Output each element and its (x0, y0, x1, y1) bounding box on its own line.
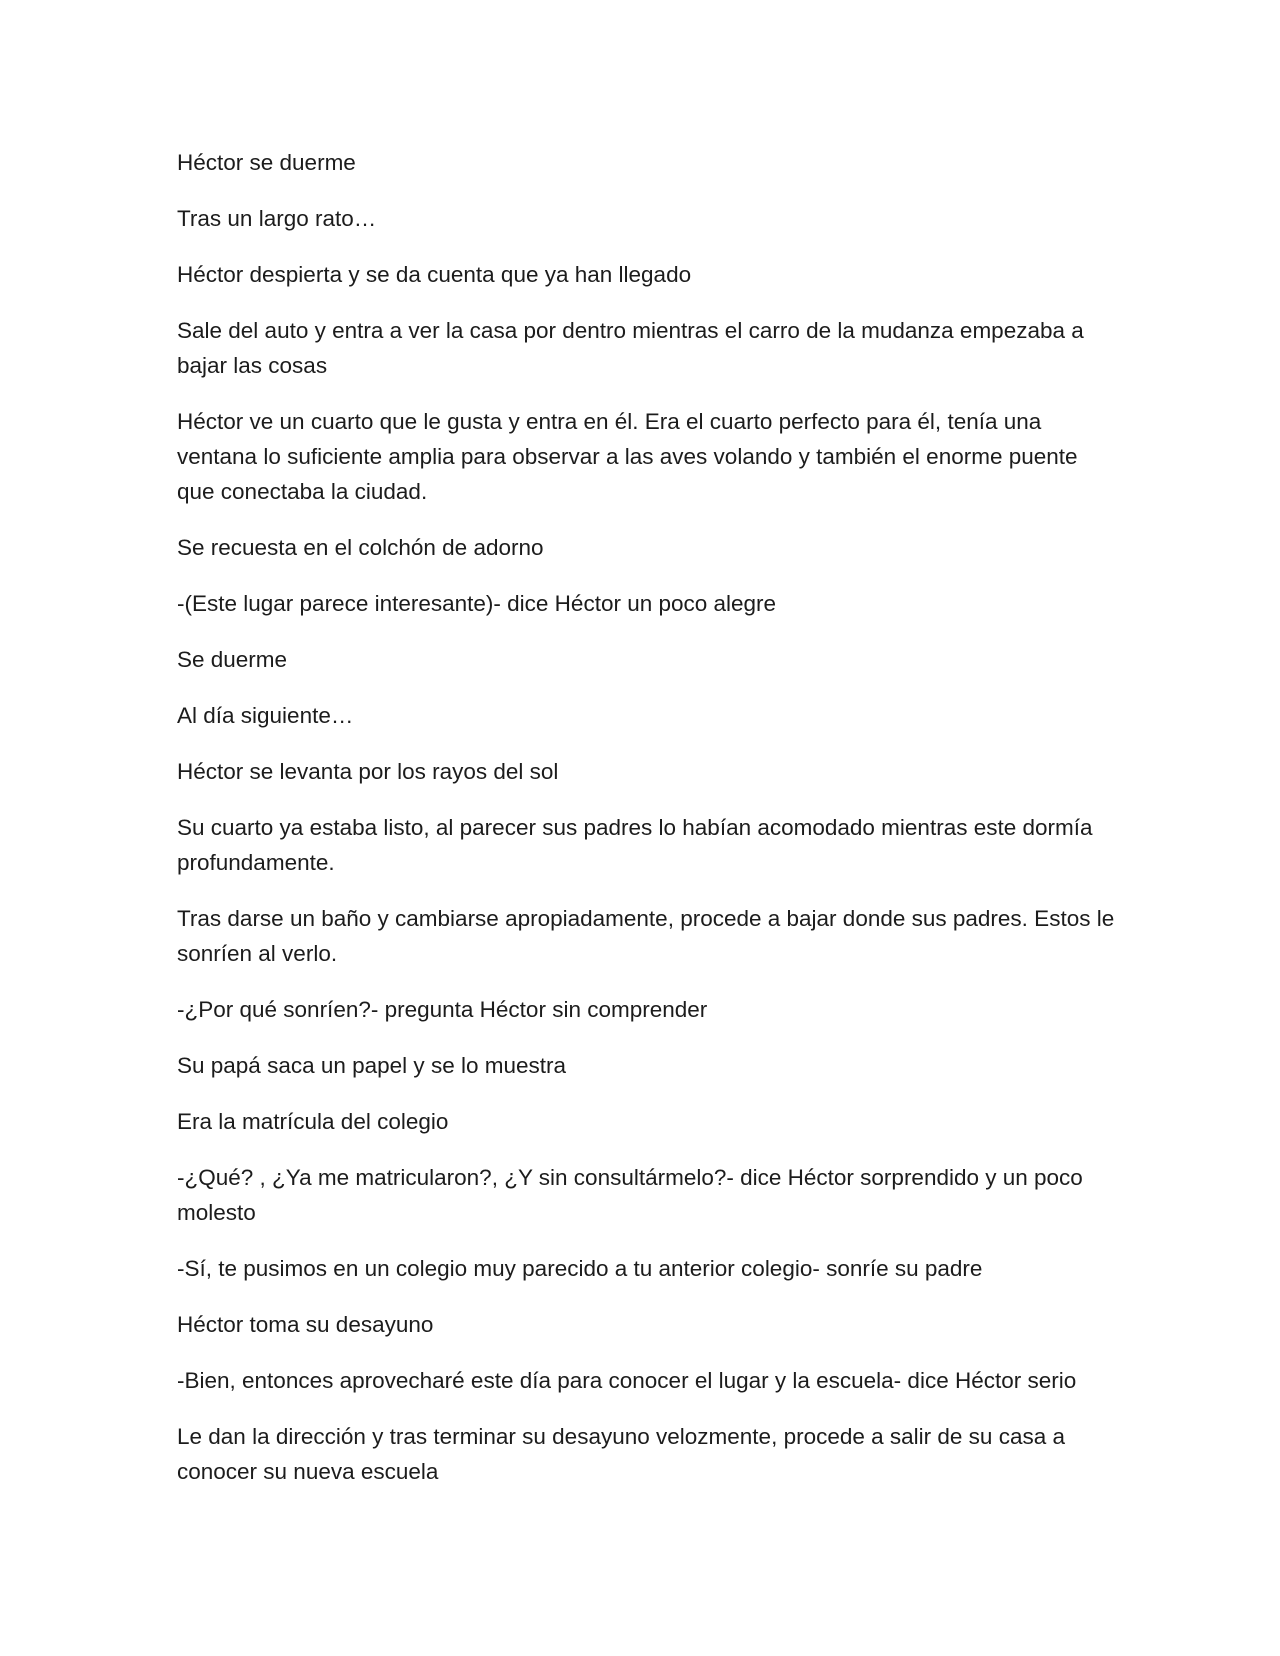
paragraph: Su cuarto ya estaba listo, al parecer sus padres lo habían acomodado mientras este dormía profundamente. (177, 815, 1093, 875)
paragraph: Héctor se duerme (177, 150, 356, 175)
paragraph: Le dan la dirección y tras terminar su desayuno velozmente, procede a salir de su casa a conocer su nueva escuela (177, 1424, 1065, 1484)
paragraph: Era la matrícula del colegio (177, 1109, 449, 1134)
paragraph: -¿Qué? , ¿Ya me matricularon?, ¿Y sin consultármelo?- dice Héctor sorprendido y un poco molesto (177, 1165, 1083, 1225)
paragraph: Héctor ve un cuarto que le gusta y entra en él. Era el cuarto perfecto para él, tenía una ventana lo suficiente amplia para observar a las aves volando y también el enorme puente que conectaba la ciudad. (177, 409, 1078, 504)
paragraph: -¿Por qué sonríen?- pregunta Héctor sin comprender (177, 997, 708, 1022)
paragraph: Al día siguiente… (177, 703, 354, 728)
paragraph: Se duerme (177, 647, 288, 672)
paragraph: Tras un largo rato… (177, 206, 377, 231)
paragraph: Héctor se levanta por los rayos del sol (177, 759, 559, 784)
paragraph: Tras darse un baño y cambiarse apropiadamente, procede a bajar donde sus padres. Estos le sonríen al verlo. (177, 906, 1115, 966)
paragraph: -Bien, entonces aprovecharé este día para conocer el lugar y la escuela- dice Héctor serio (177, 1368, 1077, 1393)
paragraph: Sale del auto y entra a ver la casa por dentro mientras el carro de la mudanza empezaba a bajar las cosas (177, 318, 1084, 378)
paragraph: -Sí, te pusimos en un colegio muy parecido a tu anterior colegio- sonríe su padre (177, 1256, 983, 1281)
paragraph: Su papá saca un papel y se lo muestra (177, 1053, 566, 1078)
paragraph: Se recuesta en el colchón de adorno (177, 535, 544, 560)
paragraph: Héctor toma su desayuno (177, 1312, 434, 1337)
paragraph: -(Este lugar parece interesante)- dice Héctor un poco alegre (177, 591, 777, 616)
paragraph: Héctor despierta y se da cuenta que ya han llegado (177, 262, 692, 287)
document-body (177, 145, 1117, 1510)
